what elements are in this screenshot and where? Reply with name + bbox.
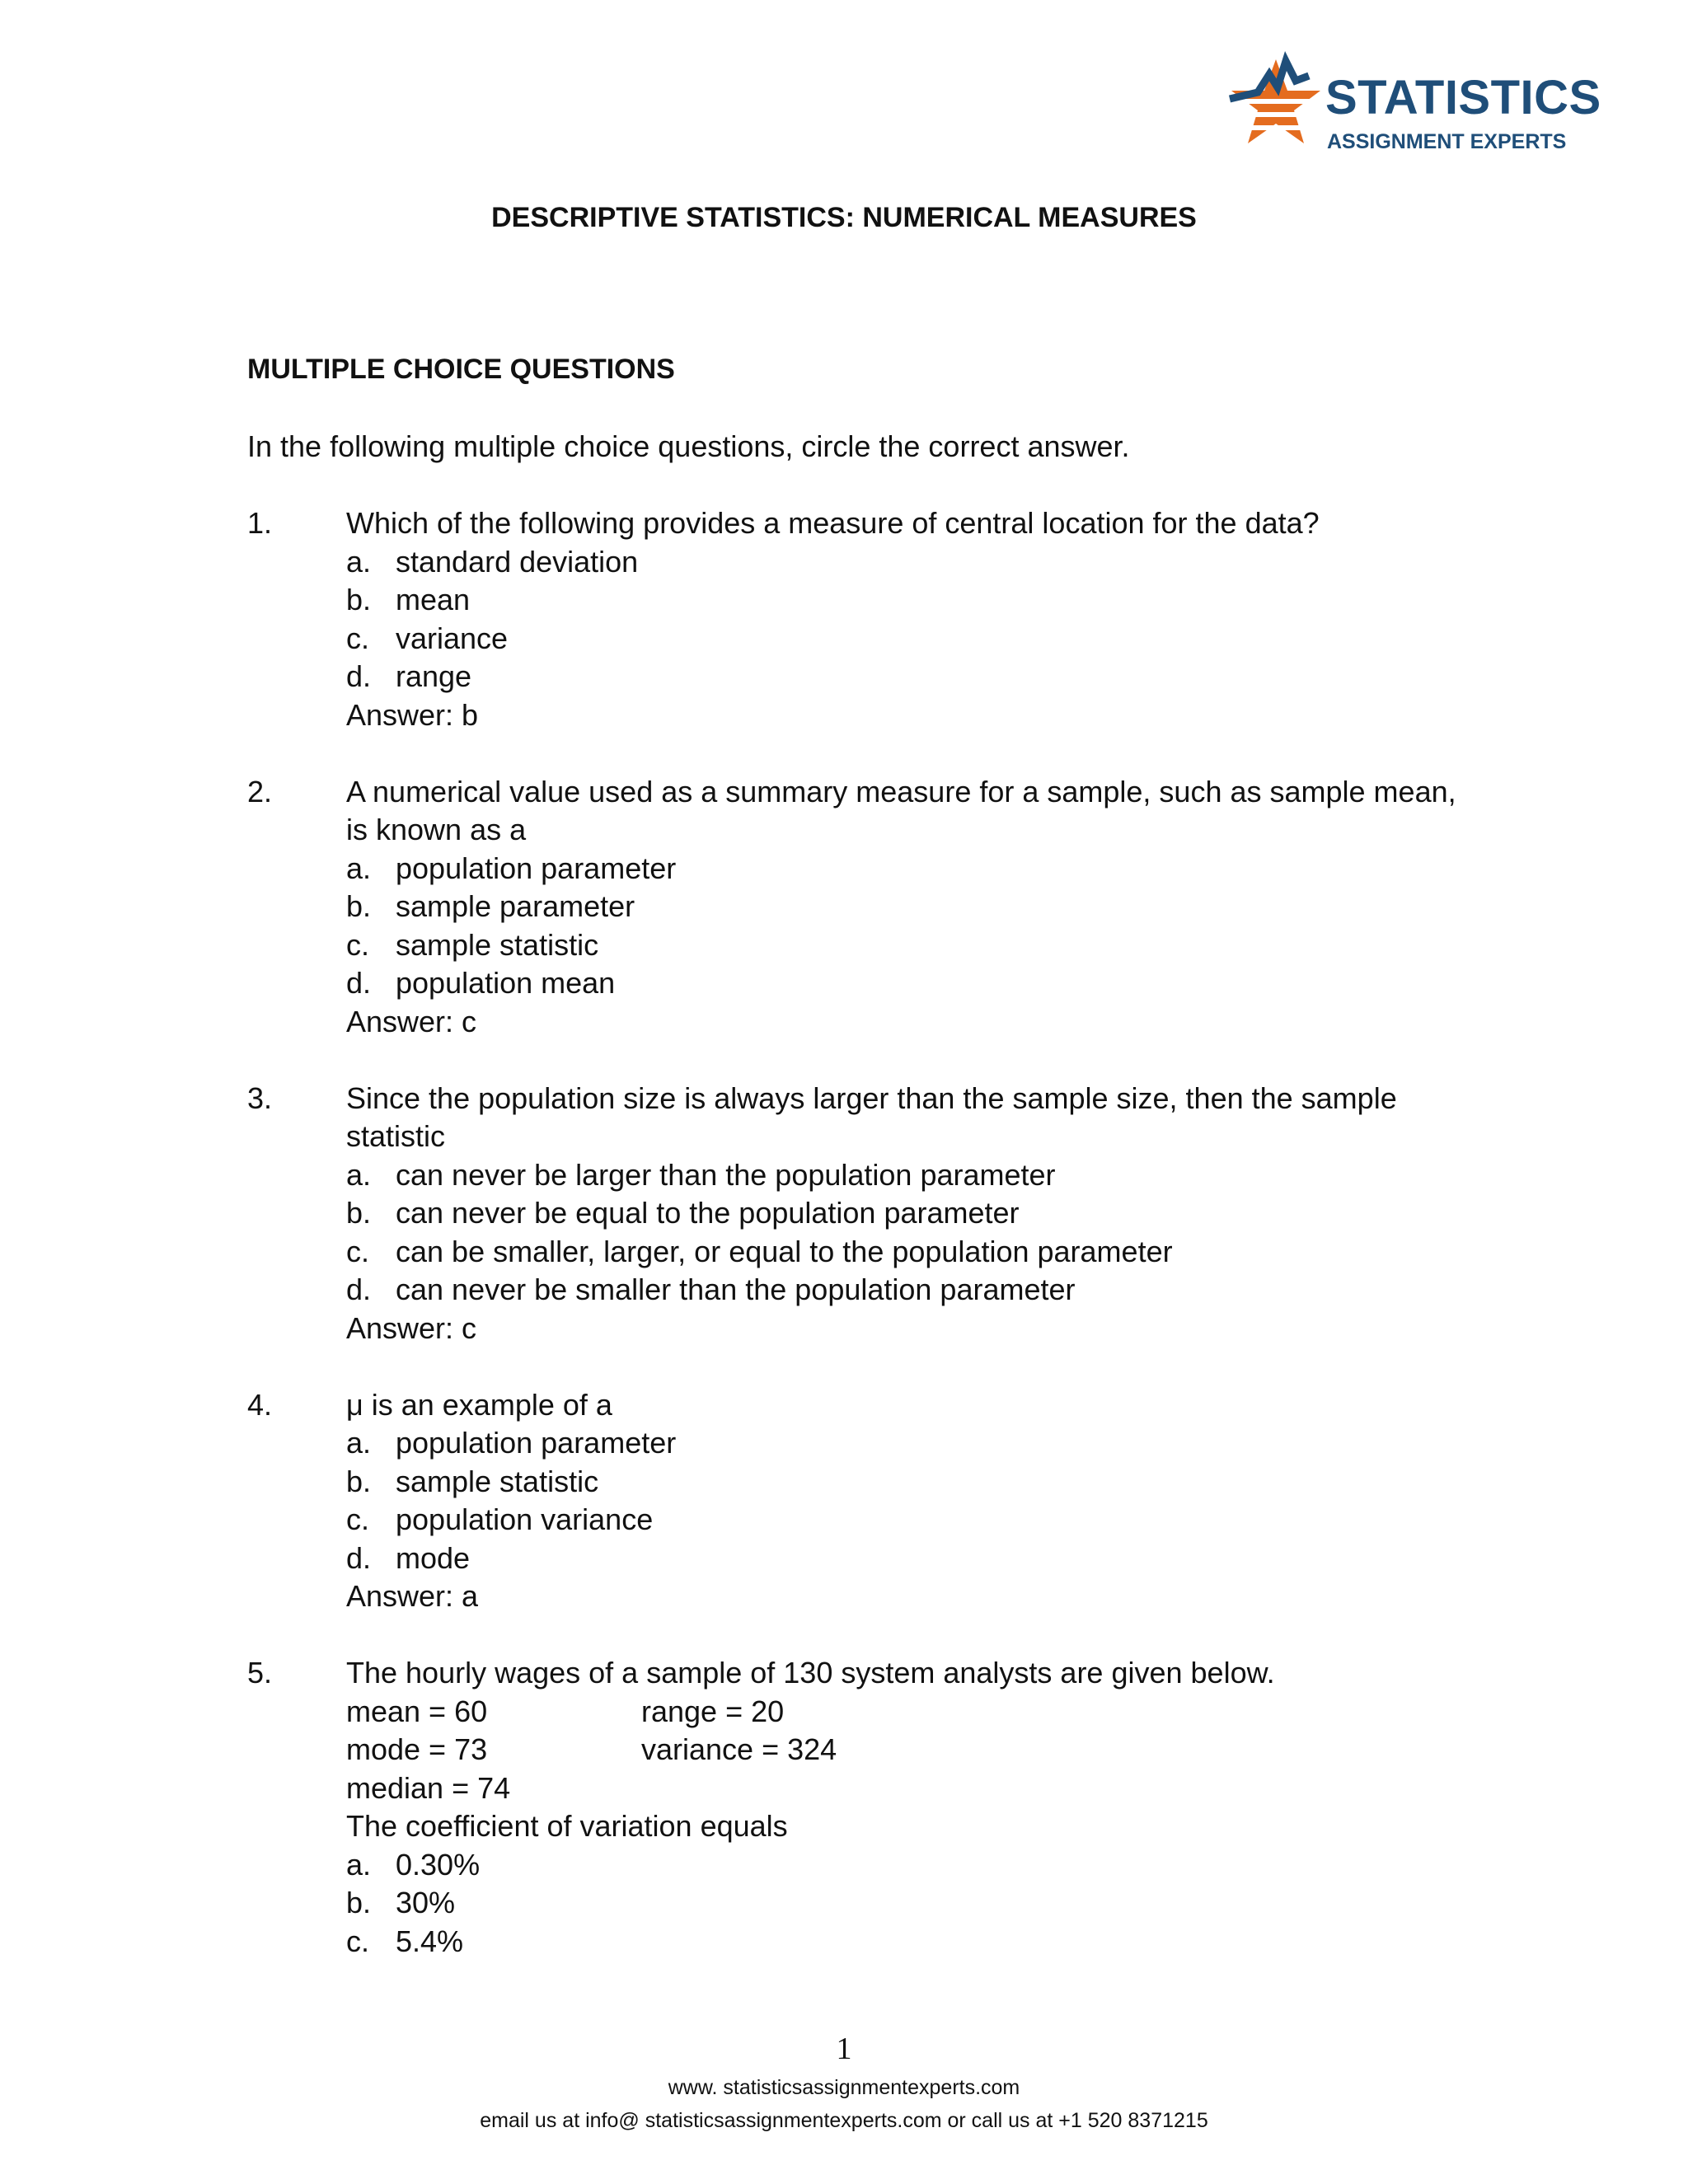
option-text: mode: [396, 1540, 471, 1575]
option-letter: a.: [346, 1157, 372, 1192]
logo-text-statistics: STATISTICS: [1325, 71, 1601, 124]
question-text: Which of the following provides a measure of central location for the data?: [346, 506, 1320, 540]
company-logo: [1226, 51, 1601, 166]
option-letter: c.: [346, 1234, 370, 1268]
option-b: [346, 888, 1484, 926]
option-b: [346, 1194, 1484, 1233]
option-letter: c.: [346, 1502, 370, 1536]
logo-text-assignment-experts: ASSIGNMENT EXPERTS: [1327, 130, 1567, 153]
option-text: can never be smaller than the population parameter: [396, 1272, 1076, 1306]
star-stripe-3: [1226, 125, 1325, 130]
option-text: can be smaller, larger, or equal to the population parameter: [396, 1234, 1173, 1268]
option-letter: d.: [346, 1540, 372, 1575]
question-text: A numerical value used as a summary measure for a sample, such as sample mean, is known as a: [346, 774, 1456, 846]
option-text: sample parameter: [396, 889, 635, 923]
option-text: variance: [396, 621, 509, 655]
question-text: μ is an example of a: [346, 1387, 612, 1422]
document-title: DESCRIPTIVE STATISTICS: NUMERICAL MEASURES: [491, 202, 1197, 233]
option-letter: d.: [346, 966, 372, 1000]
question-4: [247, 1386, 1484, 1616]
star-chart-icon: [1226, 51, 1325, 166]
option-d: [346, 658, 1484, 696]
stat-mode: mode = 73: [346, 1732, 488, 1766]
question-number: 3.: [247, 1080, 273, 1115]
stat-mean: mean = 60: [346, 1694, 488, 1728]
option-c: [346, 620, 1484, 658]
question-5: [247, 1654, 1484, 1961]
option-a: [346, 1424, 1484, 1463]
option-letter: c.: [346, 927, 370, 962]
question-text: The hourly wages of a sample of 130 system analysts are given below.: [346, 1656, 1275, 1690]
question-body: [346, 1654, 1484, 1961]
option-letter: b.: [346, 1886, 372, 1919]
option-text: mean: [396, 583, 471, 616]
option-a: [346, 1156, 1484, 1195]
option-b: [346, 1884, 1484, 1923]
option-text: range: [396, 659, 472, 693]
answer-line: Answer: a: [346, 1579, 479, 1613]
option-d: [346, 1271, 1484, 1310]
answer-line: Answer: b: [346, 697, 479, 732]
option-text: standard deviation: [396, 544, 639, 579]
question-text: Since the population size is always larger than the sample size, then the sample statistic: [346, 1080, 1397, 1153]
answer-line: Answer: c: [346, 1004, 477, 1038]
option-letter: b.: [346, 1464, 372, 1498]
option-letter: b.: [346, 1196, 372, 1230]
question-1: [247, 504, 1484, 734]
option-letter: d.: [346, 659, 372, 693]
option-c: [346, 1501, 1484, 1540]
option-c: [346, 926, 1484, 965]
option-letter: a.: [346, 1426, 372, 1460]
option-c: [346, 1923, 1484, 1961]
option-text: population parameter: [396, 1426, 677, 1460]
option-b: [346, 581, 1484, 620]
question-number: 4.: [247, 1387, 273, 1422]
option-text: population parameter: [396, 851, 677, 885]
question-body: [346, 773, 1484, 1042]
option-d: [346, 964, 1484, 1003]
option-text: 30%: [396, 1886, 456, 1919]
option-text: sample statistic: [396, 927, 599, 962]
question-number: 1.: [247, 506, 273, 540]
option-d: [346, 1540, 1484, 1578]
question-list: [247, 504, 1484, 1999]
question-prompt: The coefficient of variation equals: [346, 1809, 788, 1843]
option-text: 0.30%: [396, 1847, 481, 1882]
option-c: [346, 1233, 1484, 1272]
question-body: [346, 1080, 1484, 1348]
question-3: [247, 1080, 1484, 1348]
stat-variance: variance = 324: [641, 1732, 837, 1766]
option-letter: b.: [346, 583, 372, 616]
option-text: population variance: [396, 1502, 654, 1536]
stats-row-3: [346, 1769, 1484, 1808]
option-text: population mean: [396, 966, 616, 1000]
footer-contact: email us at info@ statisticsassignmentexperts.com or call us at +1 520 8371215: [480, 2109, 1208, 2132]
option-a: [346, 850, 1484, 888]
answer-line: Answer: c: [346, 1310, 477, 1345]
option-letter: b.: [346, 889, 372, 923]
stats-row-2: [346, 1731, 1484, 1769]
footer-website: www. statisticsassignmentexperts.com: [668, 2076, 1020, 2099]
instructions-text: In the following multiple choice questions, circle the correct answer.: [247, 429, 1130, 463]
option-text: can never be larger than the population parameter: [396, 1157, 1056, 1192]
page-number: 1: [836, 2032, 852, 2066]
option-letter: a.: [346, 544, 372, 579]
option-a: [346, 1846, 1484, 1885]
option-text: sample statistic: [396, 1464, 599, 1498]
option-letter: c.: [346, 621, 370, 655]
option-text: can never be equal to the population parameter: [396, 1196, 1020, 1230]
question-number: 2.: [247, 774, 273, 808]
question-body: [346, 504, 1484, 734]
question-2: [247, 773, 1484, 1042]
option-text: 5.4%: [396, 1924, 464, 1958]
option-letter: a.: [346, 851, 372, 885]
stats-row-1: [346, 1693, 1484, 1732]
stat-range: range = 20: [641, 1694, 785, 1728]
question-number: 5.: [247, 1656, 273, 1690]
option-letter: d.: [346, 1272, 372, 1306]
star-stripe-2: [1226, 112, 1325, 117]
option-b: [346, 1463, 1484, 1502]
option-a: [346, 543, 1484, 582]
option-letter: c.: [346, 1924, 370, 1958]
question-body: [346, 1386, 1484, 1616]
section-heading: MULTIPLE CHOICE QUESTIONS: [247, 354, 675, 385]
stat-median: median = 74: [346, 1770, 511, 1805]
option-letter: a.: [346, 1847, 372, 1882]
